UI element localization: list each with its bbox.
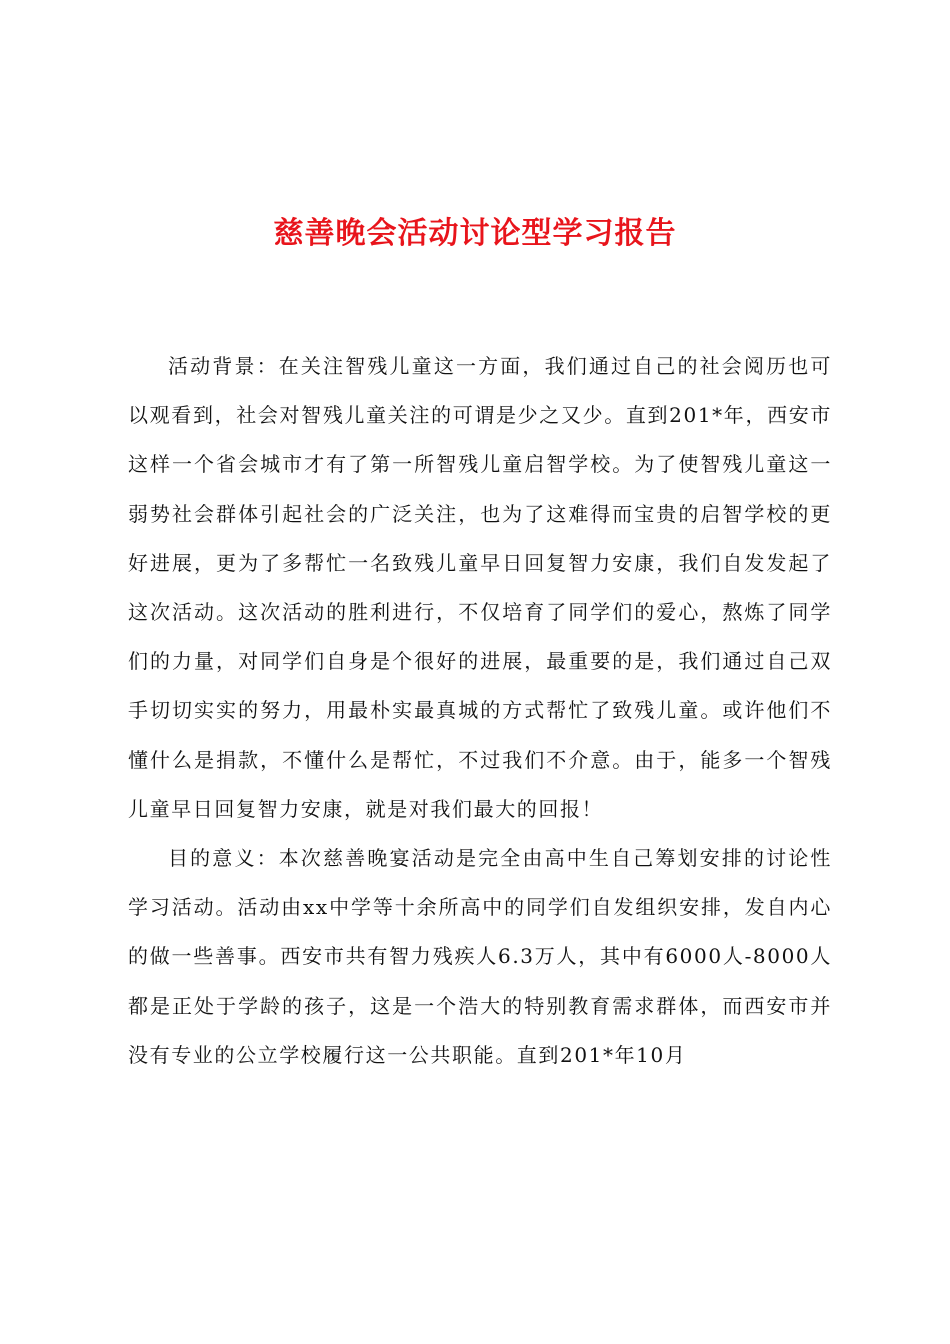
document-title: 慈善晚会活动讨论型学习报告 <box>273 216 677 251</box>
document-body <box>128 342 832 1080</box>
paragraph-background: 活动背景：在关注智残儿童这一方面，我们通过自己的社会阅历也可以观看到，社会对智残儿童关注的可谓是少之又少。直到201*年，西安市这样一个省会城市才有了第一所智残儿童启智学校。为了使智残儿童这一弱势社会群体引起社会的广泛关注，也为了这难得而宝贵的启智学校的更好进展，更为了多帮忙一名致残儿童早日回复智力安康，我们自发发起了这次活动。这次活动的胜利进行，不仅培育了同学们的爱心，熬炼了同学们的力量，对同学们自身是个很好的进展，最重要的是，我们通过自己双手切切实实的努力，用最朴实最真城的方式帮忙了致残儿童。或许他们不懂什么是捐款，不懂什么是帮忙，不过我们不介意。由于，能多一个智残儿童早日回复智力安康，就是对我们最大的回报！ <box>128 354 832 821</box>
paragraph-purpose: 目的意义：本次慈善晚宴活动是完全由高中生自己筹划安排的讨论性学习活动。活动由xx中学等十余所高中的同学们自发组织安排，发自内心的做一些善事。西安市共有智力残疾人6.3万人，其中有6000人-8000人都是正处于学龄的孩子，这是一个浩大的特别教育需求群体，而西安市并没有专业的公立学校履行这一公共职能。直到201*年10月 <box>128 846 832 1067</box>
